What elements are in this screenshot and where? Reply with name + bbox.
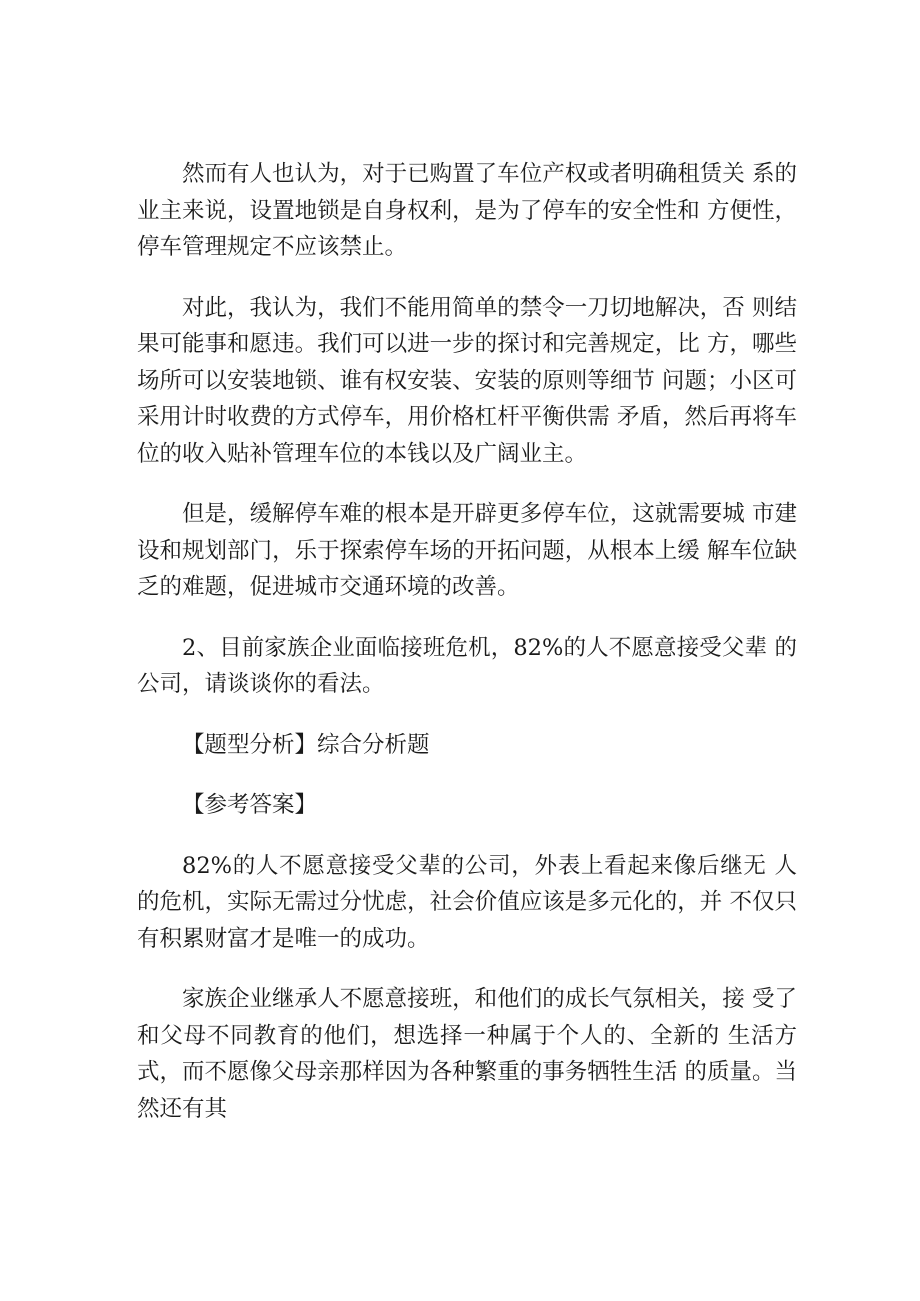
paragraph-parking-solution: 但是，缓解停车难的根本是开辟更多停车位，这就需要城 市建设和规划部门，乐于探索停车场的开拓问题，从根本上缓 解车位缺乏的难题，促进城市交通环境的改善。 (137, 501, 797, 600)
answer-paragraph-2: 家族企业继承人不愿意接班，和他们的成长气氛相关，接 受了和父母不同教育的他们，想选择一种属于个人的、全新的 生活方式，而不愿像父母亲那样因为各种繁重的事务牺牲生活 的质量。当然还有其 (137, 986, 797, 1122)
answer-paragraph-1: 82%的人不愿意接受父辈的公司，外表上看起来像后继无 人的危机，实际无需过分忧虑，社会价值应该是多元化的，并 不仅只有积累财富才是唯一的成功。 (137, 852, 797, 952)
question-type-label: 【题型分析】综合分析题 (182, 731, 430, 758)
reference-answer-label: 【参考答案】 (182, 792, 318, 818)
question-family-business: 2、目前家族企业面临接班危机，82%的人不愿意接受父辈 的公司，请谈谈你的看法。 (137, 634, 797, 697)
paragraph-parking-lock-view: 然而有人也认为，对于已购置了车位产权或者明确租赁关 系的业主来说，设置地锁是自身权利，是为了停车的安全性和 方便性，停车管理规定不应该禁止。 (137, 161, 797, 260)
document-body (137, 156, 797, 1151)
paragraph-author-opinion: 对此，我认为，我们不能用简单的禁令一刀切地解决，否 则结果可能事和愿违。我们可以进一步的探讨和完善规定，比 方，哪些场所可以安装地锁、谁有权安装、安装的原则等细节 问题；小区可采用计时收费的方式停车，用价格杠杆平衡供需 矛盾，然后再将车位的收入贴补管理车位的本钱以及广阔业主。 (137, 294, 797, 467)
